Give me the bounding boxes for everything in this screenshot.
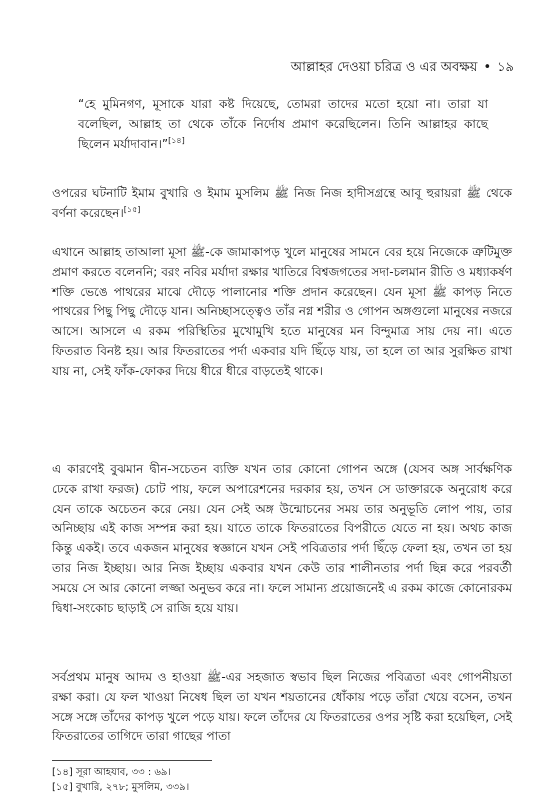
footnote-divider — [52, 760, 212, 761]
footnote-ref-15: [১৫] — [123, 204, 141, 214]
paragraph-reasoning: এ কারণেই বুঝমান দ্বীন-সচেতন ব্যক্তি যখন তার কোনো গোপন অঙ্গে (যেসব অঙ্গ সার্বক্ষণিক ঢেকে রাখা ফরজ) চোট পায়, ফলে অপারেশনের দরকার হয়, তখন সে ডাক্তারকে অনুরোধ করে যেন তাকে অচেতন করে নেয়। যেন সেই অঙ্গ উন্মোচনের সময় তার অনুভূতি লোপ পায়, তার অনিচ্ছায় এই কাজ সম্পন্ন করা হয়। যাতে তাকে ফিতরাতের বিপরীতে যেতে না হয়। অথচ কাজ কিন্তু একই। তবে একজন মানুষের স্বজ্ঞানে যখন সেই পবিত্রতার পর্দা ছিঁড়ে ফেলা হয়, তখন তা হয় তার নিজ ইচ্ছায়। আর নিজ ইচ্ছায় একবার যখন কেউ তার শালীনতার পর্দা ছিন্ন করে পরবর্তী সময়ে সে আর কোনো লজ্জা অনুভব করে না। ফলে সামান্য প্রয়োজনেই এ রকম কাজে কোনোরকম দ্বিধা-সংকোচ ছাড়াই সে রাজি হয়ে যায়। — [52, 462, 512, 615]
footnote-ref-14: [১৪] — [168, 135, 185, 145]
header-bullet: • — [483, 60, 492, 75]
paragraph-musa-explanation: এখানে আল্লাহ তাআলা মূসা ﷺ-কে জামাকাপড় খুলে মানুষের সামনে বের হয়ে নিজেকে ত্রুটিমুক্ত প্রমাণ করতে বলেননি; বরং নবির মর্যাদা রক্ষার খাতিরে বিশ্বজগতের সদা-চলমান রীতি ও মধ্যাকর্ষণ শক্তি ভেঙে পাথরের মাঝে দৌড়ে পালানোর শক্তি প্রদান করেছেন। যেন মূসা ﷺ কাপড় নিতে পাথরের পিছু পিছু দৌড়ে যান। অনিচ্ছাসত্ত্বেও তাঁর নগ্ন শরীর ও গোপন অঙ্গগুলো মানুষের নজরে আসে। আসলে এ রকম পরিস্থিতির মুখোমুখি হতে মানুষের মন বিন্দুমাত্র সায় দেয় না। এতে ফিতরাত বিনষ্ট হয়। আর ফিতরাতের পর্দা একবার যদি ছিঁড়ে যায়, তা হলে তা আর সুরক্ষিত রাখা যায় না, সেই ফাঁক-ফোকর দিয়ে ধীরে ধীরে বাড়তেই থাকে। — [52, 245, 512, 378]
paragraph-adam-hawa: সর্বপ্রথম মানুষ আদম ও হাওয়া ﷺ-এর সহজাত স্বভাব ছিল নিজের পবিত্রতা এবং গোপনীয়তা রক্ষা করা। যে ফল খাওয়া নিষেধ ছিল তা যখন শয়তানের ধোঁকায় পড়ে তাঁরা খেয়ে বসেন, তখন সঙ্গে সঙ্গে তাঁদের কাপড় খুলে পড়ে যায়। ফলে তাঁদের যে ফিতরাতের ওপর সৃষ্টি করা হয়েছিল, সেই ফিতরাতের তাগিদে তারা গাছের পাতা — [52, 670, 512, 744]
chapter-title: আল্লাহর দেওয়া চরিত্র ও এর অবক্ষয় — [290, 60, 478, 75]
footnote-15: [১৫] বুখারি, ২৭৮; মুসলিম, ৩৩৯। — [52, 782, 190, 793]
paragraph-hadith-source — [52, 184, 512, 224]
quote-text: “হে মুমিনগণ, মূসাকে যারা কষ্ট দিয়েছে, তোমরা তাদের মতো হয়ো না। তারা যা বলেছিল, আল্লাহ তা থেকে তাঁকে নির্দোষ প্রমাণ করেছিলেন। তিনি আল্লাহর কাছে ছিলেন মর্যাদাবান।” — [78, 97, 488, 151]
quranic-quote — [78, 95, 488, 154]
running-header — [291, 58, 514, 79]
paragraph-text: ওপরের ঘটনাটি ইমাম বুখারি ও ইমাম মুসলিম ﷺ নিজ নিজ হাদীসগ্রন্থে আবূ হুরায়রা ﷺ থেকে বর্ণনা করেছেন। — [52, 186, 512, 220]
footnote-14: [১৪] সূরা আহযাব, ৩৩ : ৬৯। — [52, 767, 171, 778]
page-number: ১৯ — [497, 60, 514, 75]
